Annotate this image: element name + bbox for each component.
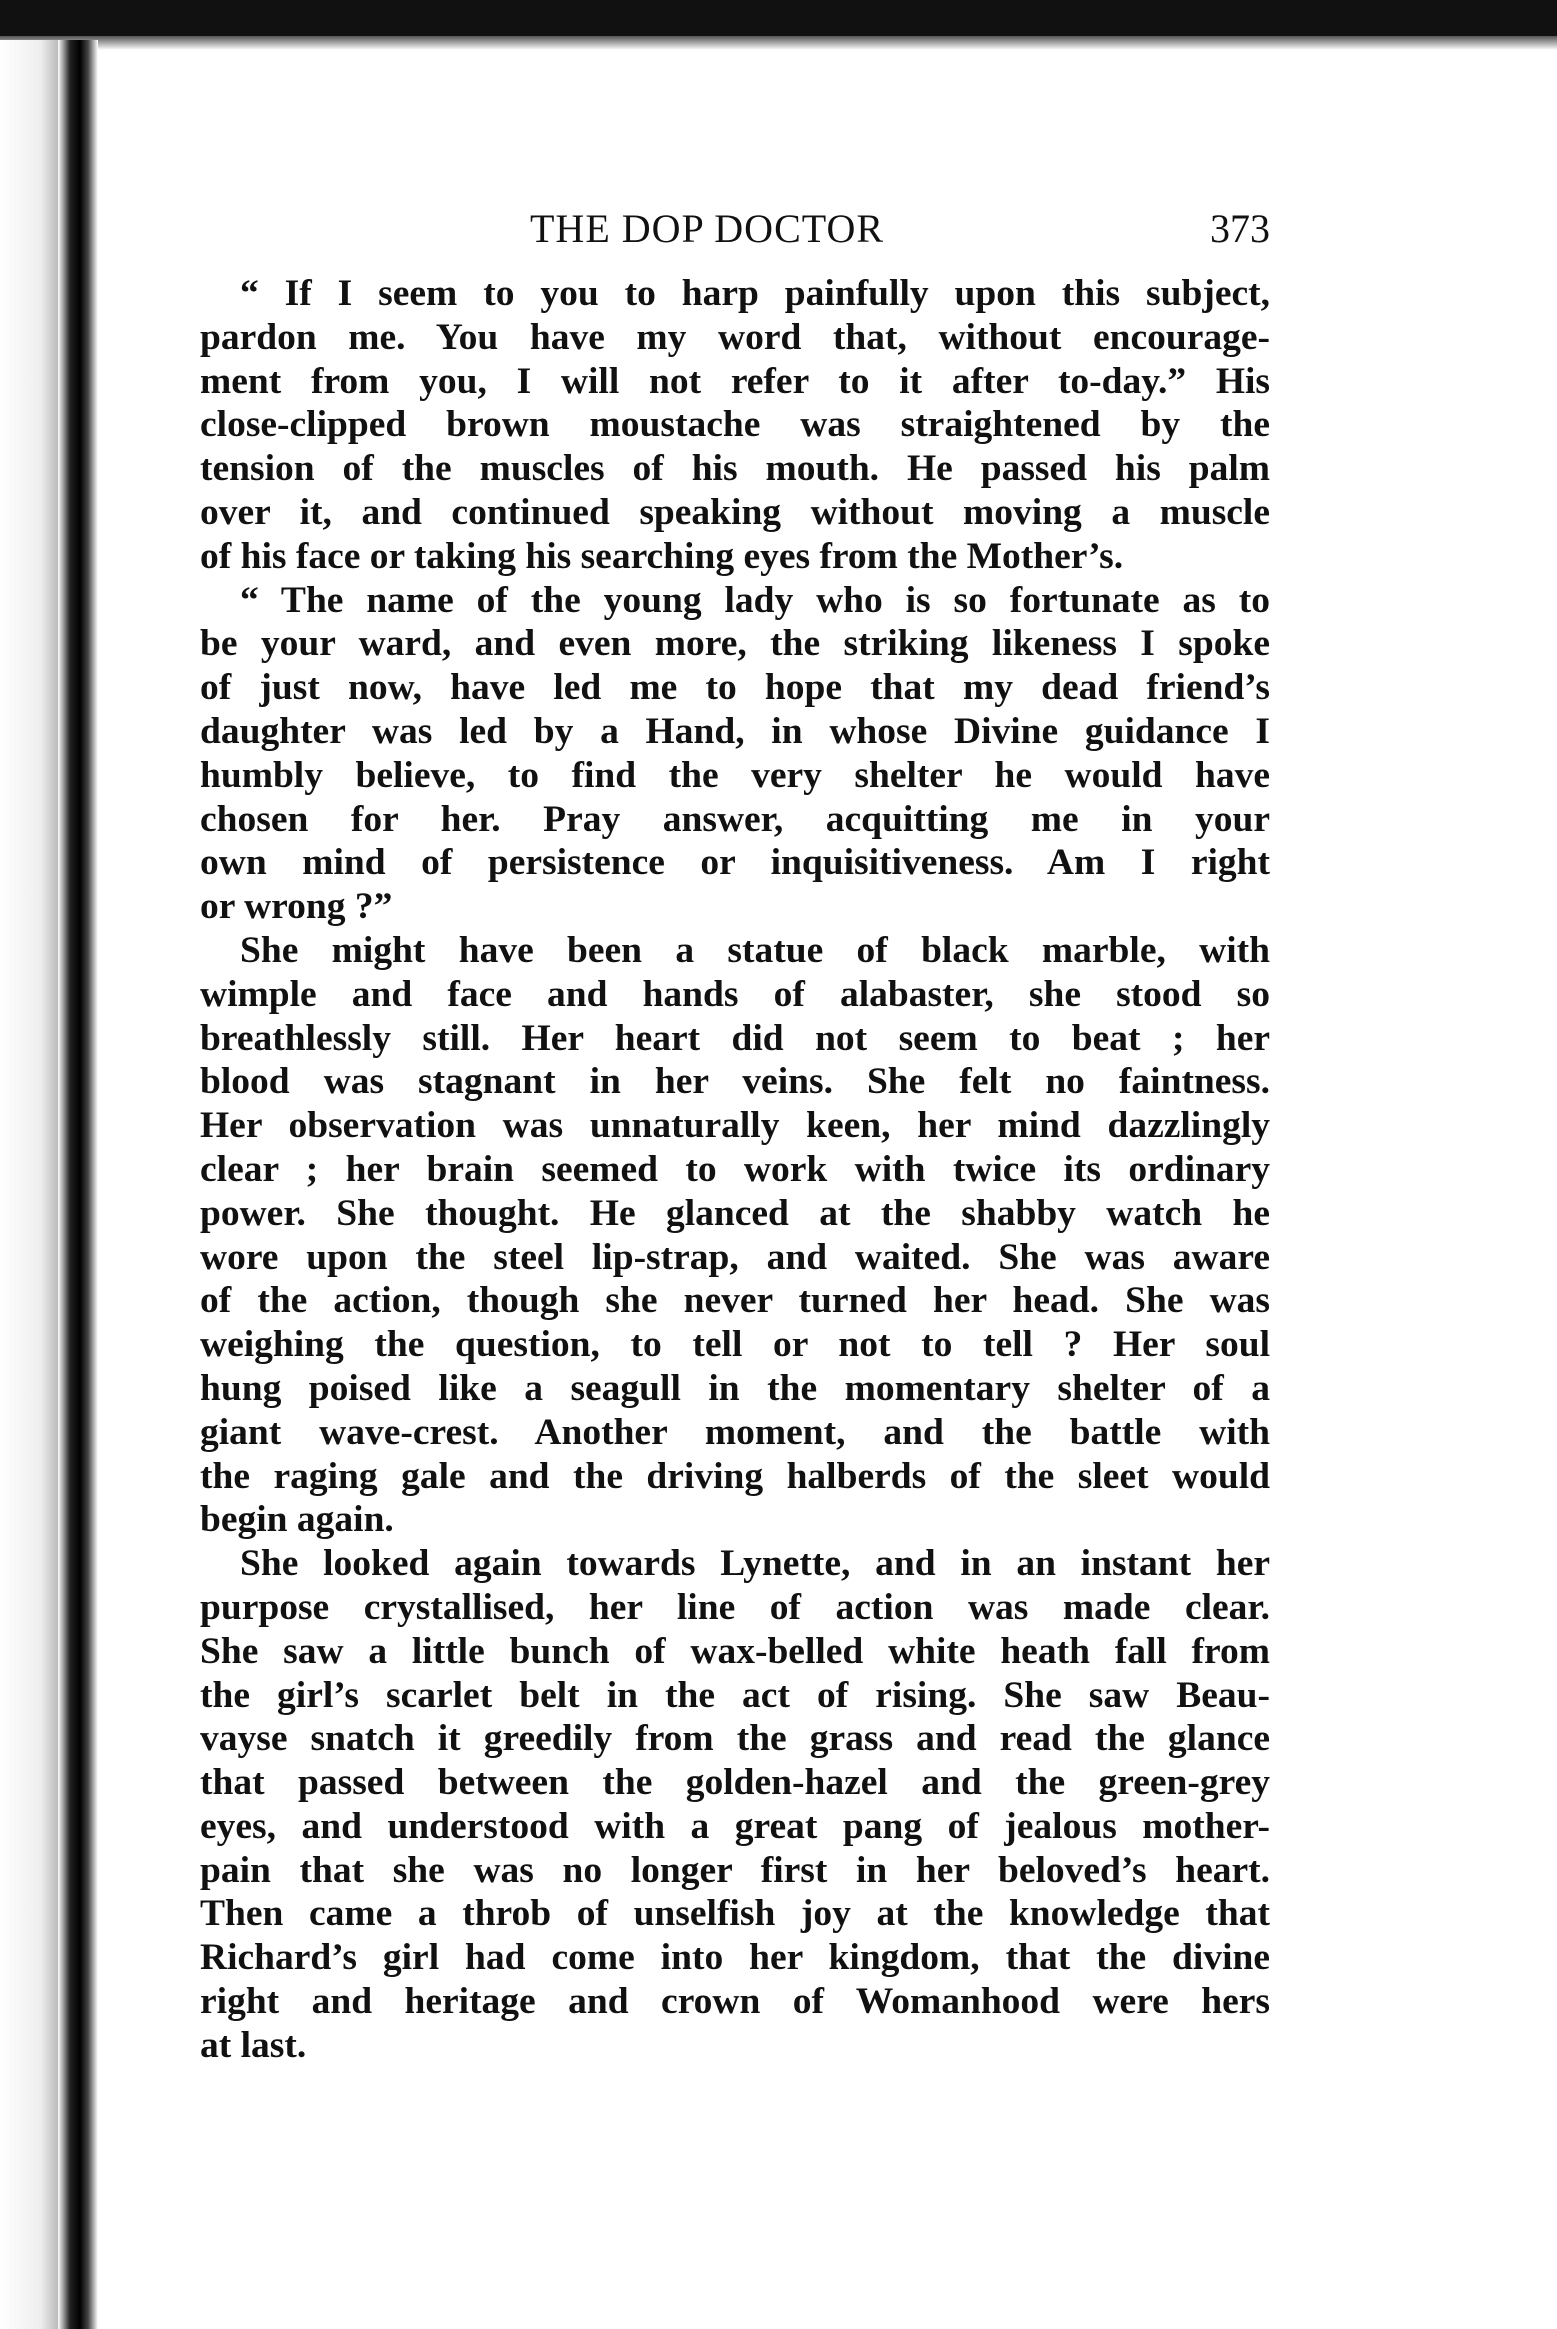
text-line: the raging gale and the driving halberds of the sleet would — [200, 1455, 1270, 1497]
book-spine-edge — [58, 40, 98, 2329]
text-line: “ The name of the young lady who is so fortunate as to — [240, 579, 1270, 621]
text-line: breathlessly still. Her heart did not seem to beat ; her — [200, 1017, 1270, 1059]
text-line: the girl’s scarlet belt in the act of rising. She saw Beau- — [200, 1674, 1270, 1716]
text-line: of just now, have led me to hope that my dead friend’s — [200, 667, 1270, 709]
paragraph — [200, 272, 1270, 579]
paragraph — [200, 1542, 1270, 2068]
text-line: of his face or taking his searching eyes from the Mother’s. — [200, 535, 1124, 577]
text-line: that passed between the golden-hazel and the green-grey — [200, 1762, 1270, 1804]
text-line: wore upon the steel lip-strap, and waited. She was aware — [200, 1236, 1270, 1278]
text-line: clear ; her brain seemed to work with twice its ordinary — [200, 1148, 1270, 1190]
text-line: Then came a throb of unselfish joy at the knowledge that — [200, 1893, 1270, 1935]
page-body-text — [200, 272, 1270, 2068]
text-line: power. She thought. He glanced at the shabby watch he — [200, 1192, 1270, 1234]
text-line: of the action, though she never turned her head. She was — [200, 1280, 1270, 1322]
page-number: 373 — [1210, 206, 1270, 251]
text-line: pardon me. You have my word that, without encourage- — [200, 316, 1270, 358]
text-line: She might have been a statue of black marble, with — [240, 929, 1270, 971]
text-line: begin again. — [200, 1499, 394, 1541]
text-line: be your ward, and even more, the striking likeness I spoke — [200, 623, 1270, 665]
text-line: She saw a little bunch of wax-belled white heath fall from — [200, 1630, 1270, 1672]
text-line: wimple and face and hands of alabaster, she stood so — [200, 973, 1270, 1015]
text-line: eyes, and understood with a great pang of jealous mother- — [200, 1805, 1270, 1847]
text-line: ment from you, I will not refer to it after to-day.” His — [200, 360, 1270, 402]
running-header — [200, 205, 1270, 265]
text-line: “ If I seem to you to harp painfully upon this subject, — [240, 273, 1270, 314]
text-line: chosen for her. Pray answer, acquitting me in your — [200, 798, 1270, 840]
paragraph — [200, 579, 1270, 929]
text-line: daughter was led by a Hand, in whose Divine guidance I — [200, 710, 1270, 752]
text-line: giant wave-crest. Another moment, and the battle with — [200, 1411, 1270, 1453]
text-line: weighing the question, to tell or not to tell ? Her soul — [200, 1324, 1270, 1366]
text-line: right and heritage and crown of Womanhood were hers — [200, 1981, 1270, 2023]
text-line: hung poised like a seagull in the momentary shelter of a — [200, 1367, 1270, 1409]
text-line: vayse snatch it greedily from the grass and read the glance — [200, 1718, 1270, 1760]
text-line: or wrong ?” — [200, 886, 393, 928]
text-line: pain that she was no longer first in her beloved’s heart. — [200, 1849, 1270, 1891]
text-line: Her observation was unnaturally keen, her mind dazzlingly — [200, 1105, 1270, 1147]
scan-top-border — [0, 0, 1557, 36]
text-line: Richard’s girl had come into her kingdom, that the divine — [200, 1937, 1270, 1979]
text-line: She looked again towards Lynette, and in an instant her — [240, 1543, 1270, 1585]
text-line: over it, and continued speaking without moving a muscle — [200, 491, 1270, 533]
text-line: tension of the muscles of his mouth. He passed his palm — [200, 448, 1270, 490]
paragraph — [200, 929, 1270, 1542]
running-title: THE DOP DOCTOR — [530, 206, 885, 251]
text-line: own mind of persistence or inquisitiveness. Am I right — [200, 842, 1270, 884]
scan-gutter-shadow — [0, 40, 58, 2329]
text-line: close-clipped brown moustache was straightened by the — [200, 404, 1270, 446]
text-line: humbly believe, to find the very shelter he would have — [200, 754, 1270, 796]
scan-top-shadow — [0, 36, 1557, 50]
text-line: at last. — [200, 2024, 307, 2066]
text-line: blood was stagnant in her veins. She felt no faintness. — [200, 1061, 1270, 1103]
text-line: purpose crystallised, her line of action was made clear. — [200, 1586, 1270, 1628]
